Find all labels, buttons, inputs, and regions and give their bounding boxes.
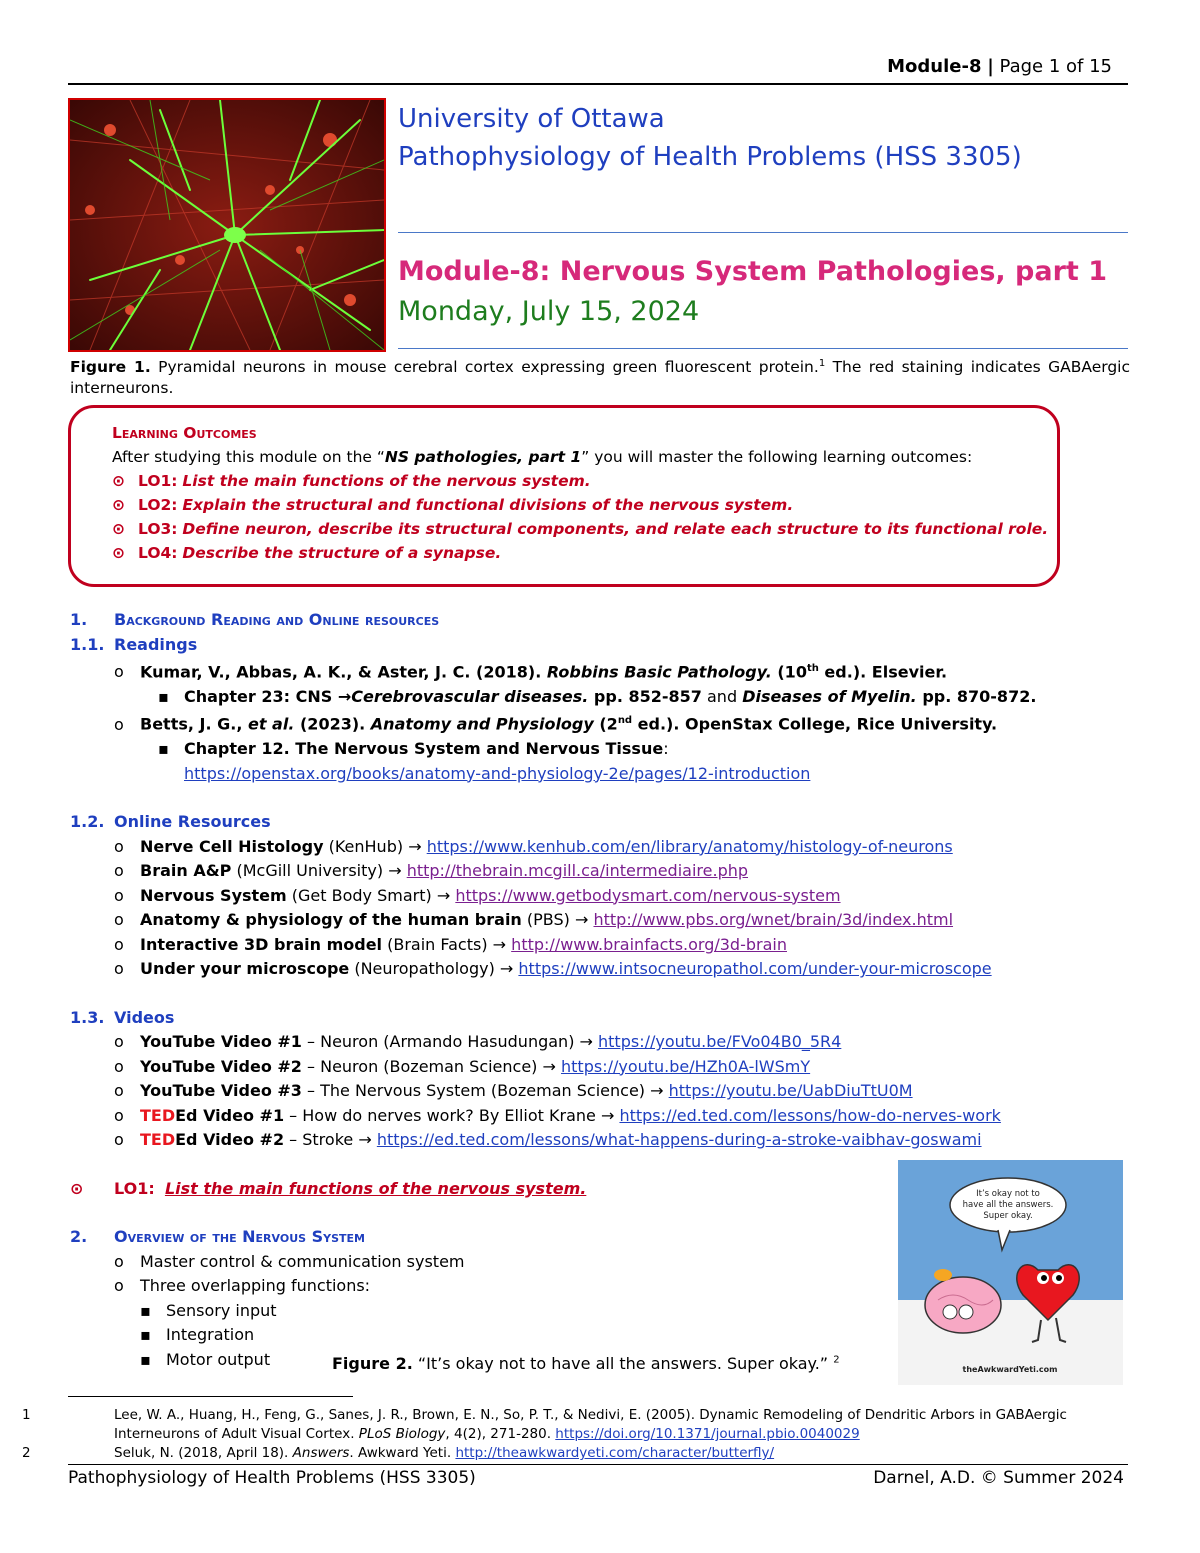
figure1-caption-text-2: The red staining indicates GABAergic interneurons. bbox=[70, 358, 1130, 398]
online-resources-list bbox=[70, 835, 1130, 982]
arrow-icon: → bbox=[358, 1130, 372, 1150]
target-bullet-icon: ⊙ bbox=[112, 496, 125, 514]
resource-name: Anatomy & physiology of the human brain bbox=[140, 910, 522, 930]
ch12-link-row bbox=[70, 762, 1130, 787]
ch23-pages-2: pp. 870-872. bbox=[916, 686, 1037, 706]
square-bullet-icon: ▪ bbox=[140, 1325, 151, 1345]
university-name: University of Ottawa bbox=[398, 104, 665, 134]
circle-bullet-icon: o bbox=[114, 1056, 124, 1076]
footer-course: Pathophysiology of Health Problems (HSS 3305) bbox=[68, 1468, 476, 1488]
circle-bullet-icon: o bbox=[114, 1081, 124, 1101]
section-2-title: Overview of the Nervous System bbox=[114, 1227, 365, 1247]
figure1-label: Figure 1. bbox=[70, 358, 151, 377]
video-item bbox=[70, 1128, 1130, 1153]
kumar-edition: (10 bbox=[771, 662, 807, 682]
learning-outcome-item bbox=[112, 541, 1048, 565]
section-2-item-text: Three overlapping functions: bbox=[140, 1276, 371, 1296]
figure2-caption bbox=[332, 1354, 840, 1373]
section-2-number: 2. bbox=[70, 1227, 88, 1247]
video-description: – Neuron (Bozeman Science) bbox=[301, 1056, 543, 1076]
learning-outcome-item bbox=[112, 469, 1048, 493]
section-1-3-title: Videos bbox=[114, 1007, 175, 1027]
betts-year: (2023). bbox=[294, 714, 371, 734]
footnote-link[interactable]: http://theawkwardyeti.com/character/butterfly/ bbox=[455, 1445, 775, 1461]
video-description: – How do nerves work? By Elliot Krane bbox=[284, 1105, 601, 1125]
intro-module-name: NS pathologies, part 1 bbox=[384, 448, 582, 466]
title-rule-bottom bbox=[398, 348, 1128, 349]
ted-label: TED bbox=[140, 1105, 176, 1125]
figure2-comic-image bbox=[898, 1160, 1123, 1385]
resource-link[interactable]: https://www.kenhub.com/en/library/anatomy/histology-of-neurons bbox=[426, 836, 953, 856]
resource-link[interactable]: http://www.brainfacts.org/3d-brain bbox=[511, 934, 787, 954]
section-1-1-title: Readings bbox=[114, 634, 198, 654]
arrow-icon: → bbox=[436, 885, 451, 905]
module-title: Module-8: Nervous System Pathologies, part 1 bbox=[398, 256, 1108, 287]
betts-et-al: et al. bbox=[247, 714, 295, 734]
title-rule bbox=[398, 232, 1128, 233]
section-1-2-number: 1.2. bbox=[70, 812, 105, 832]
header-page: Page 1 of 15 bbox=[999, 56, 1112, 77]
arrow-icon: → bbox=[492, 934, 507, 954]
circle-bullet-icon: o bbox=[114, 836, 124, 856]
intro-text: After studying this module on the “ bbox=[112, 448, 385, 466]
resource-name: Nervous System bbox=[140, 885, 287, 905]
resource-link[interactable]: https://www.getbodysmart.com/nervous-system bbox=[455, 885, 841, 905]
header-separator: | bbox=[987, 56, 994, 77]
section-1-2-title: Online Resources bbox=[114, 812, 271, 832]
learning-outcomes-intro bbox=[112, 445, 1048, 469]
circle-bullet-icon: o bbox=[114, 934, 124, 954]
footnotes bbox=[22, 1406, 1128, 1463]
arrow-icon: → bbox=[499, 959, 514, 979]
video-description: – Stroke bbox=[284, 1130, 359, 1150]
resource-link[interactable]: https://www.intsocneuropathol.com/under-your-microscope bbox=[518, 959, 992, 979]
section-1-heading bbox=[70, 608, 1130, 633]
resource-source: (Get Body Smart) bbox=[286, 885, 437, 905]
reading-kumar bbox=[70, 657, 1130, 685]
video-item bbox=[70, 1104, 1130, 1129]
figure1-neuron-image bbox=[68, 98, 386, 352]
section-1-1-heading bbox=[70, 633, 1130, 658]
online-resource-item bbox=[70, 908, 1130, 933]
header-module: Module-8 bbox=[887, 56, 982, 77]
video-item bbox=[70, 1055, 1130, 1080]
kumar-publisher: ed.). Elsevier. bbox=[818, 662, 948, 682]
section-1-title: Background Reading and Online resources bbox=[114, 610, 440, 629]
arrow-icon: → bbox=[579, 1032, 593, 1052]
arrow-icon: → bbox=[574, 910, 589, 930]
comic-bubble-line-3: Super okay. bbox=[983, 1211, 1033, 1221]
intro-text-end: ” you will master the following learning outcomes: bbox=[581, 448, 973, 466]
learning-outcome-item bbox=[112, 517, 1048, 541]
online-resource-item bbox=[70, 933, 1130, 958]
resource-source: (Neuropathology) bbox=[349, 959, 500, 979]
video-link[interactable]: https://youtu.be/HZh0A-lWSmY bbox=[561, 1056, 811, 1076]
footnote-item bbox=[22, 1444, 1128, 1463]
square-bullet-icon: ▪ bbox=[158, 739, 169, 759]
learning-outcome-text: Define neuron, describe its structural components, and relate each structure to its functional role. bbox=[182, 520, 1049, 538]
figure1-footnote-ref[interactable]: 1 bbox=[818, 358, 826, 369]
section-1-3-number: 1.3. bbox=[70, 1007, 105, 1027]
section-2-item-text: Master control & communication system bbox=[140, 1251, 465, 1271]
betts-book-title: Anatomy and Physiology bbox=[370, 714, 594, 734]
footnote-item bbox=[22, 1406, 1128, 1444]
video-name: YouTube Video #1 bbox=[140, 1032, 302, 1052]
footnote-rule bbox=[68, 1396, 353, 1397]
learning-outcomes-list bbox=[112, 469, 1048, 565]
footer-author: Darnel, A.D. © Summer 2024 bbox=[873, 1468, 1124, 1488]
circle-bullet-icon: o bbox=[114, 885, 124, 905]
openstax-link[interactable]: https://openstax.org/books/anatomy-and-physiology-2e/pages/12-introduction bbox=[184, 763, 811, 783]
course-title: Pathophysiology of Health Problems (HSS 3305) bbox=[398, 142, 1022, 172]
circle-bullet-icon: o bbox=[114, 714, 124, 734]
videos-list bbox=[70, 1030, 1130, 1153]
square-bullet-icon: ▪ bbox=[140, 1349, 151, 1369]
module-date: Monday, July 15, 2024 bbox=[398, 296, 700, 327]
figure1-caption bbox=[70, 353, 1130, 399]
footnote-text-end: . Awkward Yeti. bbox=[349, 1445, 456, 1461]
ch12-colon: : bbox=[663, 739, 669, 759]
betts-edition: (2 bbox=[593, 714, 618, 734]
learning-outcome-text: Explain the structural and functional divisions of the nervous system. bbox=[182, 496, 794, 514]
footer-rule bbox=[68, 1464, 1128, 1465]
reading-chapter-12 bbox=[70, 737, 1130, 762]
comic-credit: theAwkwardYeti.com bbox=[962, 1365, 1058, 1374]
footnote-journal: Answers bbox=[292, 1445, 350, 1461]
resource-link[interactable]: http://www.pbs.org/wnet/brain/3d/index.html bbox=[593, 910, 954, 930]
resource-name: Brain A&P bbox=[140, 861, 232, 881]
resource-link[interactable]: http://thebrain.mcgill.ca/intermediaire.php bbox=[406, 861, 749, 881]
video-name: YouTube Video #2 bbox=[140, 1056, 302, 1076]
section-1-number: 1. bbox=[70, 610, 88, 629]
reading-chapter-23 bbox=[70, 685, 1130, 710]
video-description: – Neuron (Armando Hasudungan) bbox=[301, 1032, 580, 1052]
footnote-link[interactable]: https://doi.org/10.1371/journal.pbio.0040029 bbox=[555, 1426, 860, 1442]
footnote-mark: 1 bbox=[22, 1407, 31, 1423]
online-resource-item bbox=[70, 884, 1130, 909]
ted-label: TED bbox=[140, 1130, 176, 1150]
footnote-journal: PLoS Biology bbox=[358, 1426, 446, 1442]
video-link[interactable]: https://youtu.be/FVo04B0_5R4 bbox=[598, 1032, 842, 1052]
section-1-1-number: 1.1. bbox=[70, 634, 105, 654]
figure2-caption-text: “It’s okay not to have all the answers. Super okay.” bbox=[412, 1354, 834, 1373]
learning-outcomes bbox=[112, 421, 1048, 565]
circle-bullet-icon: o bbox=[114, 662, 124, 682]
ch23-and: and bbox=[701, 686, 743, 706]
learning-outcome-id: LO1: bbox=[138, 472, 178, 490]
target-bullet-icon: ⊙ bbox=[112, 544, 125, 562]
video-description: – The Nervous System (Bozeman Science) bbox=[301, 1081, 651, 1101]
ch23-topic-2: Diseases of Myelin. bbox=[742, 686, 917, 706]
arrow-icon: → bbox=[337, 686, 352, 706]
resource-name: Nerve Cell Histology bbox=[140, 836, 324, 856]
circle-bullet-icon: o bbox=[114, 910, 124, 930]
arrow-icon: → bbox=[388, 861, 402, 881]
ch23-topic-1: Cerebrovascular diseases. bbox=[351, 686, 589, 706]
video-name: Ed Video #1 bbox=[175, 1105, 285, 1125]
online-resource-item bbox=[70, 957, 1130, 982]
arrow-icon: → bbox=[650, 1081, 664, 1101]
video-item bbox=[70, 1079, 1130, 1104]
square-bullet-icon: ▪ bbox=[158, 686, 169, 706]
resource-name: Interactive 3D brain model bbox=[140, 934, 383, 954]
kumar-edition-sup: th bbox=[806, 663, 819, 674]
video-name: YouTube Video #3 bbox=[140, 1081, 302, 1101]
comic-bubble-line-2: have all the answers. bbox=[962, 1200, 1054, 1210]
section-2-subitem-text: Motor output bbox=[166, 1349, 271, 1369]
resource-source: (KenHub) bbox=[323, 836, 409, 856]
betts-edition-sup: nd bbox=[617, 715, 633, 727]
circle-bullet-icon: o bbox=[114, 1276, 124, 1296]
video-link[interactable]: https://ed.ted.com/lessons/what-happens-during-a-stroke-vaibhav-goswami bbox=[376, 1130, 982, 1150]
betts-authors: Betts, J. G., bbox=[140, 714, 248, 734]
video-link[interactable]: https://youtu.be/UabDiuTtU0M bbox=[668, 1081, 913, 1101]
footnote-text: Lee, W. A., Huang, H., Feng, G., Sanes, J. R., Brown, E. N., So, P. T., & Nedivi, E. (2005). Dynamic Remodeling of Dendritic Arbors in GABAergic Interneurons of Adult Visual Cortex. bbox=[114, 1407, 1067, 1442]
learning-outcome-id: LO2: bbox=[138, 496, 178, 514]
learning-outcome-item bbox=[112, 493, 1048, 517]
circle-bullet-icon: o bbox=[114, 861, 124, 881]
figure2-label: Figure 2. bbox=[332, 1354, 413, 1373]
arrow-icon: → bbox=[542, 1056, 556, 1076]
figure2-footnote-ref[interactable]: 2 bbox=[833, 1354, 840, 1366]
resource-source: (Brain Facts) bbox=[382, 934, 493, 954]
learning-outcome-id: LO3: bbox=[138, 520, 178, 538]
video-item bbox=[70, 1030, 1130, 1055]
circle-bullet-icon: o bbox=[114, 1251, 124, 1271]
ch12-label: Chapter 12. The Nervous System and Nervous Tissue bbox=[184, 739, 664, 759]
section-1-3-heading bbox=[70, 1006, 1130, 1031]
resource-source: (McGill University) bbox=[231, 861, 389, 881]
spacer bbox=[70, 786, 1130, 810]
spacer bbox=[70, 982, 1130, 1006]
learning-outcome-id: LO4: bbox=[138, 544, 178, 562]
resource-source: (PBS) bbox=[521, 910, 575, 930]
header-rule bbox=[68, 83, 1128, 85]
lo1-id: LO1: bbox=[114, 1178, 155, 1198]
resource-name: Under your microscope bbox=[140, 959, 350, 979]
circle-bullet-icon: o bbox=[114, 1130, 124, 1150]
learning-outcome-text: List the main functions of the nervous system. bbox=[182, 472, 591, 490]
section-2-subitem-text: Sensory input bbox=[166, 1300, 277, 1320]
target-bullet-icon: ⊙ bbox=[112, 520, 125, 538]
online-resource-item bbox=[70, 859, 1130, 884]
video-name: Ed Video #2 bbox=[175, 1130, 285, 1150]
comic-bubble-line-1: It’s okay not to bbox=[976, 1189, 1040, 1199]
title-block bbox=[398, 100, 1022, 176]
lo1-text: List the main functions of the nervous system. bbox=[164, 1178, 587, 1198]
section-2-subitem-text: Integration bbox=[166, 1325, 255, 1345]
reading-betts bbox=[70, 709, 1130, 737]
footnote-text-end: , 4(2), 271-280. bbox=[445, 1426, 556, 1442]
kumar-book-title: Robbins Basic Pathology. bbox=[546, 662, 772, 682]
circle-bullet-icon: o bbox=[114, 1105, 124, 1125]
square-bullet-icon: ▪ bbox=[140, 1300, 151, 1320]
arrow-icon: → bbox=[600, 1105, 615, 1125]
footnote-mark: 2 bbox=[22, 1445, 31, 1461]
footnote-text: Seluk, N. (2018, April 18). bbox=[114, 1445, 293, 1461]
target-bullet-icon: ⊙ bbox=[70, 1178, 84, 1198]
page-header bbox=[887, 56, 1112, 77]
online-resource-item bbox=[70, 835, 1130, 860]
arrow-icon: → bbox=[408, 836, 422, 856]
betts-publisher: ed.). OpenStax College, Rice University. bbox=[632, 714, 998, 734]
kumar-authors: Kumar, V., Abbas, A. K., & Aster, J. C. (2018). bbox=[140, 662, 547, 682]
section-1-2-heading bbox=[70, 810, 1130, 835]
ch23-pages-1: pp. 852-857 bbox=[588, 686, 702, 706]
learning-outcome-text: Describe the structure of a synapse. bbox=[182, 544, 502, 562]
circle-bullet-icon: o bbox=[114, 1032, 124, 1052]
figure1-caption-text: Pyramidal neurons in mouse cerebral cortex expressing green fluorescent protein. bbox=[150, 358, 819, 377]
learning-outcomes-heading: Learning Outcomes bbox=[112, 424, 257, 442]
ch23-label: Chapter 23: CNS bbox=[184, 686, 338, 706]
target-bullet-icon: ⊙ bbox=[112, 472, 125, 490]
video-link[interactable]: https://ed.ted.com/lessons/how-do-nerves-work bbox=[619, 1105, 1001, 1125]
circle-bullet-icon: o bbox=[114, 959, 124, 979]
